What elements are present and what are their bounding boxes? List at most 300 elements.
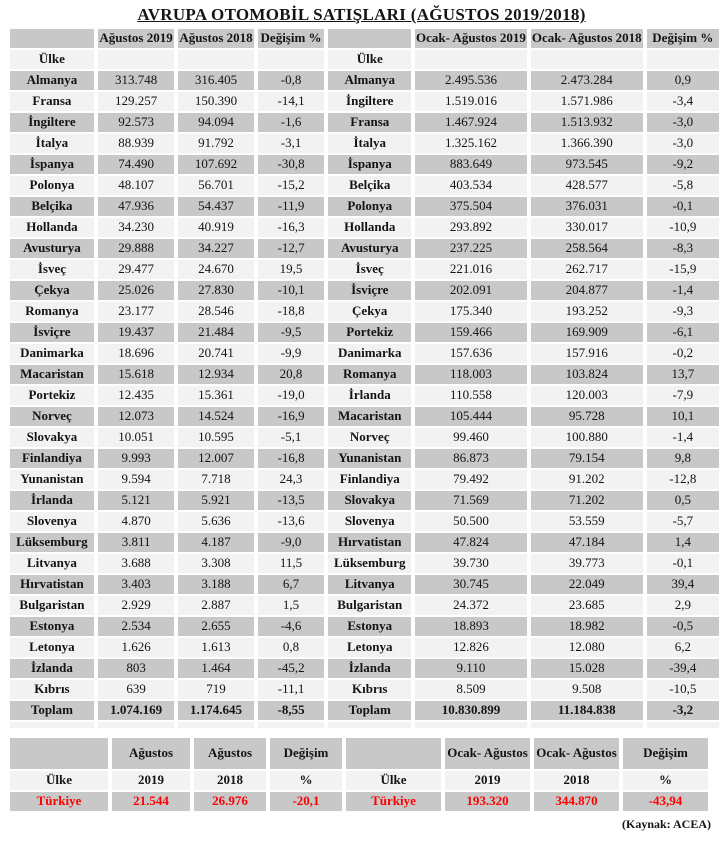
year-header-cell: 2019: [445, 771, 530, 790]
value-cell: 719: [178, 680, 253, 699]
value-cell: 428.577: [531, 176, 643, 195]
empty-cell: [258, 50, 325, 69]
value-cell: -16,8: [258, 449, 325, 468]
value-cell: 3.188: [178, 575, 253, 594]
value-cell: 23.177: [98, 302, 174, 321]
value-cell: 88.939: [98, 134, 174, 153]
value-cell: -20,1: [270, 792, 342, 811]
value-cell: 79.492: [415, 470, 527, 489]
value-cell: -5,1: [258, 428, 325, 447]
value-cell: -43,94: [623, 792, 708, 811]
value-cell: 0,9: [647, 71, 719, 90]
main-header-row: [10, 29, 719, 48]
value-cell: 1.513.932: [531, 113, 643, 132]
table-row: [10, 260, 719, 279]
value-cell: 47.824: [415, 533, 527, 552]
country-cell: Avusturya: [10, 239, 94, 258]
empty-header-cell: [10, 29, 94, 48]
table-row: [10, 155, 719, 174]
country-cell: Hollanda: [328, 218, 411, 237]
value-cell: 5.921: [178, 491, 253, 510]
country-cell: İspanya: [10, 155, 94, 174]
value-cell: 157.916: [531, 344, 643, 363]
column-header-cell: Ağustos 2019: [98, 29, 174, 48]
value-cell: 27.830: [178, 281, 253, 300]
value-cell: -9,3: [647, 302, 719, 321]
value-cell: 2.495.536: [415, 71, 527, 90]
value-cell: 53.559: [531, 512, 643, 531]
value-cell: -15,2: [258, 176, 325, 195]
country-cell: Türkiye: [10, 792, 108, 811]
empty-cell: [415, 50, 527, 69]
value-cell: 30.745: [415, 575, 527, 594]
table-row: [10, 344, 719, 363]
value-cell: -16,3: [258, 218, 325, 237]
country-cell: Belçika: [10, 197, 94, 216]
value-cell: 1.626: [98, 638, 174, 657]
value-cell: -18,8: [258, 302, 325, 321]
table-row: [10, 218, 719, 237]
country-cell: Belçika: [328, 176, 411, 195]
column-header-cell: Ocak- Ağustos 2019: [415, 29, 527, 48]
country-cell: İsviçre: [10, 323, 94, 342]
country-cell: Portekiz: [328, 323, 411, 342]
ulke-label-cell: Ülke: [10, 50, 94, 69]
country-cell: Letonya: [10, 638, 94, 657]
year-header-cell: %: [270, 771, 342, 790]
value-cell: -3,4: [647, 92, 719, 111]
value-cell: 34.230: [98, 218, 174, 237]
value-cell: 193.320: [445, 792, 530, 811]
value-cell: 262.717: [531, 260, 643, 279]
value-cell: 6,7: [258, 575, 325, 594]
value-cell: -12,8: [647, 470, 719, 489]
value-cell: 107.692: [178, 155, 253, 174]
table-row: [10, 575, 719, 594]
value-cell: -9,0: [258, 533, 325, 552]
country-cell: Finlandiya: [10, 449, 94, 468]
empty-cell: [531, 722, 643, 728]
country-cell: Letonya: [328, 638, 411, 657]
turkiye-subheader-row: [10, 771, 708, 790]
country-cell: İsveç: [328, 260, 411, 279]
value-cell: 105.444: [415, 407, 527, 426]
country-cell: Finlandiya: [328, 470, 411, 489]
ulke-label-cell: Ülke: [328, 50, 411, 69]
country-cell: Lüksemburg: [328, 554, 411, 573]
country-cell: Yunanistan: [328, 449, 411, 468]
value-cell: 1.613: [178, 638, 253, 657]
value-cell: -11,1: [258, 680, 325, 699]
table-row: [10, 554, 719, 573]
table-row: [10, 302, 719, 321]
value-cell: 21.484: [178, 323, 253, 342]
value-cell: -10,5: [647, 680, 719, 699]
empty-cell: [415, 722, 527, 728]
table-row: [10, 92, 719, 111]
value-cell: -3,0: [647, 113, 719, 132]
value-cell: 15.618: [98, 365, 174, 384]
value-cell: 3.403: [98, 575, 174, 594]
ulke-label-cell: Ülke: [10, 771, 108, 790]
value-cell: 79.154: [531, 449, 643, 468]
value-cell: 1.464: [178, 659, 253, 678]
country-cell: Bulgaristan: [328, 596, 411, 615]
country-cell: Danimarka: [328, 344, 411, 363]
table-row: [10, 617, 719, 636]
value-cell: 120.003: [531, 386, 643, 405]
country-cell: Fransa: [10, 92, 94, 111]
table-row: [10, 71, 719, 90]
value-cell: -11,9: [258, 197, 325, 216]
table-row: [10, 449, 719, 468]
value-cell: 375.504: [415, 197, 527, 216]
value-cell: 1.366.390: [531, 134, 643, 153]
value-cell: 157.636: [415, 344, 527, 363]
value-cell: 2.534: [98, 617, 174, 636]
value-cell: 12.073: [98, 407, 174, 426]
country-cell: Çekya: [328, 302, 411, 321]
value-cell: 1.571.986: [531, 92, 643, 111]
value-cell: 12.826: [415, 638, 527, 657]
country-cell: Türkiye: [346, 792, 441, 811]
value-cell: 94.094: [178, 113, 253, 132]
country-cell: Çekya: [10, 281, 94, 300]
empty-cell: [258, 722, 325, 728]
value-cell: -1,4: [647, 281, 719, 300]
year-header-cell: 2018: [534, 771, 619, 790]
value-cell: -6,1: [647, 323, 719, 342]
year-header-cell: 2019: [112, 771, 190, 790]
column-header-cell: Değişim %: [647, 29, 719, 48]
value-cell: 39.730: [415, 554, 527, 573]
value-cell: -13,5: [258, 491, 325, 510]
value-cell: 1.467.924: [415, 113, 527, 132]
value-cell: 71.569: [415, 491, 527, 510]
value-cell: -0,1: [647, 197, 719, 216]
value-cell: 19,5: [258, 260, 325, 279]
value-cell: 40.919: [178, 218, 253, 237]
value-cell: -0,8: [258, 71, 325, 90]
table-row: [10, 365, 719, 384]
value-cell: 86.873: [415, 449, 527, 468]
country-cell: Norveç: [328, 428, 411, 447]
value-cell: 100.880: [531, 428, 643, 447]
column-header-cell: Değişim: [623, 738, 708, 769]
value-cell: -8,55: [258, 701, 325, 720]
value-cell: 1.325.162: [415, 134, 527, 153]
value-cell: 150.390: [178, 92, 253, 111]
value-cell: 330.017: [531, 218, 643, 237]
table-row: [10, 428, 719, 447]
country-cell: Kıbrıs: [10, 680, 94, 699]
empty-cell: [178, 50, 253, 69]
value-cell: 20.741: [178, 344, 253, 363]
turkiye-row: [10, 792, 708, 811]
country-cell: Norveç: [10, 407, 94, 426]
value-cell: 9.508: [531, 680, 643, 699]
country-cell: Hırvatistan: [10, 575, 94, 594]
value-cell: 9.594: [98, 470, 174, 489]
table-row: [10, 176, 719, 195]
value-cell: 29.888: [98, 239, 174, 258]
value-cell: 2.655: [178, 617, 253, 636]
column-header-cell: Değişim: [270, 738, 342, 769]
value-cell: 4.187: [178, 533, 253, 552]
country-cell: İtalya: [10, 134, 94, 153]
turkiye-sales-table: [6, 736, 712, 813]
value-cell: -9,2: [647, 155, 719, 174]
value-cell: 1.519.016: [415, 92, 527, 111]
value-cell: -0,5: [647, 617, 719, 636]
country-cell: İzlanda: [10, 659, 94, 678]
value-cell: 3.811: [98, 533, 174, 552]
country-cell: Lüksemburg: [10, 533, 94, 552]
table-row: [10, 323, 719, 342]
value-cell: 13,7: [647, 365, 719, 384]
value-cell: -3,2: [647, 701, 719, 720]
value-cell: -8,3: [647, 239, 719, 258]
value-cell: 10,1: [647, 407, 719, 426]
value-cell: 34.227: [178, 239, 253, 258]
value-cell: -30,8: [258, 155, 325, 174]
value-cell: 48.107: [98, 176, 174, 195]
value-cell: 12.007: [178, 449, 253, 468]
value-cell: 99.460: [415, 428, 527, 447]
value-cell: 7.718: [178, 470, 253, 489]
value-cell: 237.225: [415, 239, 527, 258]
value-cell: -4,6: [258, 617, 325, 636]
year-header-cell: 2018: [194, 771, 266, 790]
country-cell: Slovenya: [328, 512, 411, 531]
value-cell: 11,5: [258, 554, 325, 573]
empty-cell: [328, 722, 411, 728]
value-cell: -12,7: [258, 239, 325, 258]
table-row: [10, 659, 719, 678]
value-cell: 2,9: [647, 596, 719, 615]
value-cell: 9.993: [98, 449, 174, 468]
value-cell: -0,2: [647, 344, 719, 363]
value-cell: 159.466: [415, 323, 527, 342]
country-cell: Romanya: [328, 365, 411, 384]
value-cell: 39.773: [531, 554, 643, 573]
empty-cell: [10, 722, 94, 728]
country-cell: İspanya: [328, 155, 411, 174]
value-cell: -15,9: [647, 260, 719, 279]
value-cell: 10.830.899: [415, 701, 527, 720]
value-cell: 6,2: [647, 638, 719, 657]
value-cell: 39,4: [647, 575, 719, 594]
table-row: [10, 281, 719, 300]
country-cell: Polonya: [10, 176, 94, 195]
country-cell: Yunanistan: [10, 470, 94, 489]
value-cell: 24.372: [415, 596, 527, 615]
value-cell: -0,1: [647, 554, 719, 573]
column-header-cell: Ocak- Ağustos: [534, 738, 619, 769]
empty-cell: [531, 50, 643, 69]
country-cell: Hollanda: [10, 218, 94, 237]
country-cell: Estonya: [10, 617, 94, 636]
value-cell: 91.792: [178, 134, 253, 153]
value-cell: -10,1: [258, 281, 325, 300]
value-cell: 1.074.169: [98, 701, 174, 720]
value-cell: 221.016: [415, 260, 527, 279]
value-cell: 21.544: [112, 792, 190, 811]
value-cell: -5,8: [647, 176, 719, 195]
country-cell: Almanya: [328, 71, 411, 90]
value-cell: 258.564: [531, 239, 643, 258]
value-cell: 95.728: [531, 407, 643, 426]
value-cell: 8.509: [415, 680, 527, 699]
value-cell: 23.685: [531, 596, 643, 615]
value-cell: 91.202: [531, 470, 643, 489]
value-cell: 10.595: [178, 428, 253, 447]
country-cell: Slovakya: [328, 491, 411, 510]
table-row: [10, 638, 719, 657]
value-cell: 12.080: [531, 638, 643, 657]
table-row: [10, 386, 719, 405]
value-cell: 316.405: [178, 71, 253, 90]
value-cell: -5,7: [647, 512, 719, 531]
country-cell: Litvanya: [328, 575, 411, 594]
empty-header-cell: [328, 29, 411, 48]
country-cell: Estonya: [328, 617, 411, 636]
country-cell: Polonya: [328, 197, 411, 216]
value-cell: 376.031: [531, 197, 643, 216]
value-cell: 28.546: [178, 302, 253, 321]
value-cell: 22.049: [531, 575, 643, 594]
country-cell: Danimarka: [10, 344, 94, 363]
value-cell: 803: [98, 659, 174, 678]
country-cell: Slovenya: [10, 512, 94, 531]
value-cell: 403.534: [415, 176, 527, 195]
value-cell: 10.051: [98, 428, 174, 447]
value-cell: 5.121: [98, 491, 174, 510]
value-cell: 1.174.645: [178, 701, 253, 720]
europe-sales-table: [6, 27, 723, 730]
value-cell: 24.670: [178, 260, 253, 279]
table-row: [10, 113, 719, 132]
value-cell: 3.688: [98, 554, 174, 573]
value-cell: 110.558: [415, 386, 527, 405]
value-cell: 12.934: [178, 365, 253, 384]
empty-header-cell: [10, 738, 108, 769]
country-cell: İngiltere: [10, 113, 94, 132]
value-cell: 71.202: [531, 491, 643, 510]
value-cell: 883.649: [415, 155, 527, 174]
value-cell: 26.976: [194, 792, 266, 811]
value-cell: 11.184.838: [531, 701, 643, 720]
value-cell: 24,3: [258, 470, 325, 489]
value-cell: 9.110: [415, 659, 527, 678]
value-cell: 25.026: [98, 281, 174, 300]
country-cell: Romanya: [10, 302, 94, 321]
empty-cell: [647, 50, 719, 69]
value-cell: 20,8: [258, 365, 325, 384]
value-cell: 54.437: [178, 197, 253, 216]
column-header-cell: Ağustos: [194, 738, 266, 769]
country-cell: İrlanda: [10, 491, 94, 510]
value-cell: -19,0: [258, 386, 325, 405]
country-cell: Almanya: [10, 71, 94, 90]
table-row: [10, 533, 719, 552]
table-row: [10, 596, 719, 615]
table-row: [10, 512, 719, 531]
value-cell: 204.877: [531, 281, 643, 300]
empty-cell: [647, 722, 719, 728]
column-header-cell: Ağustos: [112, 738, 190, 769]
ulke-label-cell: Ülke: [346, 771, 441, 790]
value-cell: 2.473.284: [531, 71, 643, 90]
table-row: [10, 197, 719, 216]
value-cell: 4.870: [98, 512, 174, 531]
value-cell: -7,9: [647, 386, 719, 405]
empty-cell: [98, 722, 174, 728]
value-cell: 12.435: [98, 386, 174, 405]
value-cell: 5.636: [178, 512, 253, 531]
value-cell: 50.500: [415, 512, 527, 531]
column-header-cell: Değişim %: [258, 29, 325, 48]
country-cell: Kıbrıs: [328, 680, 411, 699]
value-cell: 129.257: [98, 92, 174, 111]
table-row: [10, 680, 719, 699]
empty-spacer-row: [10, 722, 719, 728]
value-cell: -14,1: [258, 92, 325, 111]
value-cell: 56.701: [178, 176, 253, 195]
value-cell: 9,8: [647, 449, 719, 468]
page-title: AVRUPA OTOMOBİL SATIŞLARI (AĞUSTOS 2019/2018): [137, 5, 586, 24]
value-cell: 293.892: [415, 218, 527, 237]
value-cell: 193.252: [531, 302, 643, 321]
value-cell: 18.893: [415, 617, 527, 636]
value-cell: -3,0: [647, 134, 719, 153]
value-cell: 92.573: [98, 113, 174, 132]
table-row: [10, 239, 719, 258]
country-cell: Portekiz: [10, 386, 94, 405]
country-cell: Toplam: [10, 701, 94, 720]
value-cell: 2.887: [178, 596, 253, 615]
table-row: [10, 407, 719, 426]
country-cell: Hırvatistan: [328, 533, 411, 552]
value-cell: -39,4: [647, 659, 719, 678]
table-row: [10, 470, 719, 489]
value-cell: 19.437: [98, 323, 174, 342]
country-cell: İngiltere: [328, 92, 411, 111]
value-cell: -1,6: [258, 113, 325, 132]
table-row: [10, 134, 719, 153]
country-cell: Avusturya: [328, 239, 411, 258]
empty-cell: [178, 722, 253, 728]
value-cell: 973.545: [531, 155, 643, 174]
column-header-cell: Ağustos 2018: [178, 29, 253, 48]
value-cell: 344.870: [534, 792, 619, 811]
value-cell: 1,4: [647, 533, 719, 552]
country-cell: Fransa: [328, 113, 411, 132]
value-cell: 202.091: [415, 281, 527, 300]
value-cell: 1,5: [258, 596, 325, 615]
country-cell: Slovakya: [10, 428, 94, 447]
value-cell: 0,8: [258, 638, 325, 657]
turkiye-header-row: [10, 738, 708, 769]
country-cell: İsviçre: [328, 281, 411, 300]
country-cell: Toplam: [328, 701, 411, 720]
country-cell: Macaristan: [328, 407, 411, 426]
value-cell: 169.909: [531, 323, 643, 342]
column-header-cell: Ocak- Ağustos 2018: [531, 29, 643, 48]
value-cell: 15.028: [531, 659, 643, 678]
total-row: [10, 701, 719, 720]
value-cell: -9,9: [258, 344, 325, 363]
